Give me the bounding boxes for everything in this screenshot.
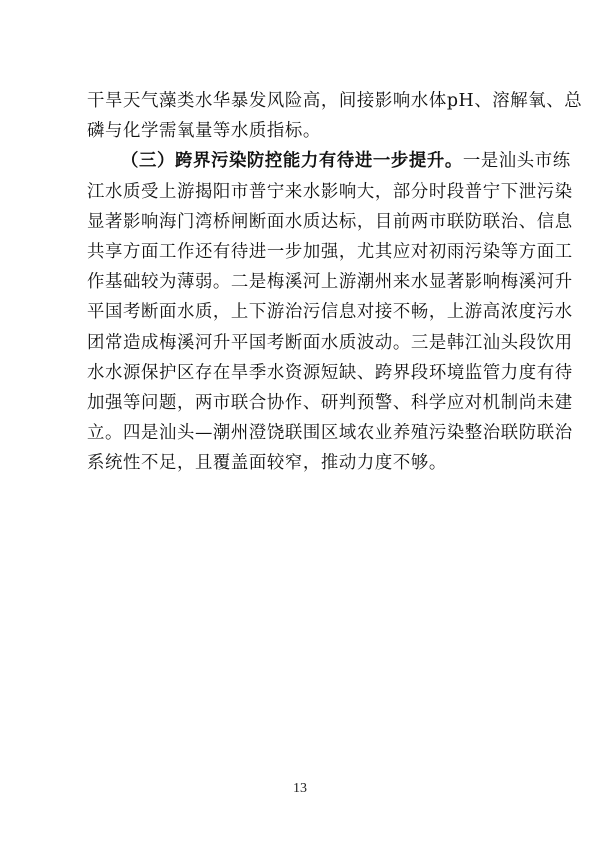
section-heading-line bbox=[87, 146, 571, 176]
paragraph-line-4: 江水质受上游揭阳市普宁来水影响大，部分时段普宁下泄污染 bbox=[87, 181, 573, 202]
section-heading-continuation: 一是汕头市练 bbox=[462, 151, 571, 172]
paragraph-line-6: 共享方面工作还有待进一步加强，尤其应对初雨污染等方面工 bbox=[87, 241, 573, 262]
paragraph-line-2: 磷与化学需氧量等水质指标。 bbox=[87, 121, 321, 142]
paragraph-line-5: 显著影响海门湾桥闸断面水质达标，目前两市联防联治、信息 bbox=[87, 211, 573, 232]
page-number: 13 bbox=[293, 781, 307, 796]
paragraph-line-9: 团常造成梅溪河升平国考断面水质波动。三是韩江汕头段饮用 bbox=[87, 332, 573, 353]
paragraph-line-12: 立。四是汕头—潮州澄饶联围区域农业养殖污染整治联防联治 bbox=[87, 423, 573, 444]
paragraph-line-11: 加强等问题，两市联合协作、研判预警、科学应对机制尚未建 bbox=[87, 392, 573, 413]
paragraph-line-1: 干旱天气藻类水华暴发风险高，间接影响水体pH、溶解氧、总 bbox=[87, 91, 583, 111]
paragraph-line-8: 平国考断面水质，上下游治污信息对接不畅，上游高浓度污水 bbox=[87, 302, 573, 323]
paragraph-line-7: 作基础较为薄弱。二是梅溪河上游潮州来水显著影响梅溪河升 bbox=[87, 272, 573, 293]
paragraph-line-13: 系统性不足，且覆盖面较窄，推动力度不够。 bbox=[87, 453, 447, 474]
section-heading: （三）跨界污染防控能力有待进一步提升。 bbox=[121, 151, 463, 172]
paragraph-line-10: 水水源保护区存在旱季水资源短缺、跨界段环境监管力度有待 bbox=[87, 362, 573, 383]
body-text bbox=[87, 86, 583, 478]
